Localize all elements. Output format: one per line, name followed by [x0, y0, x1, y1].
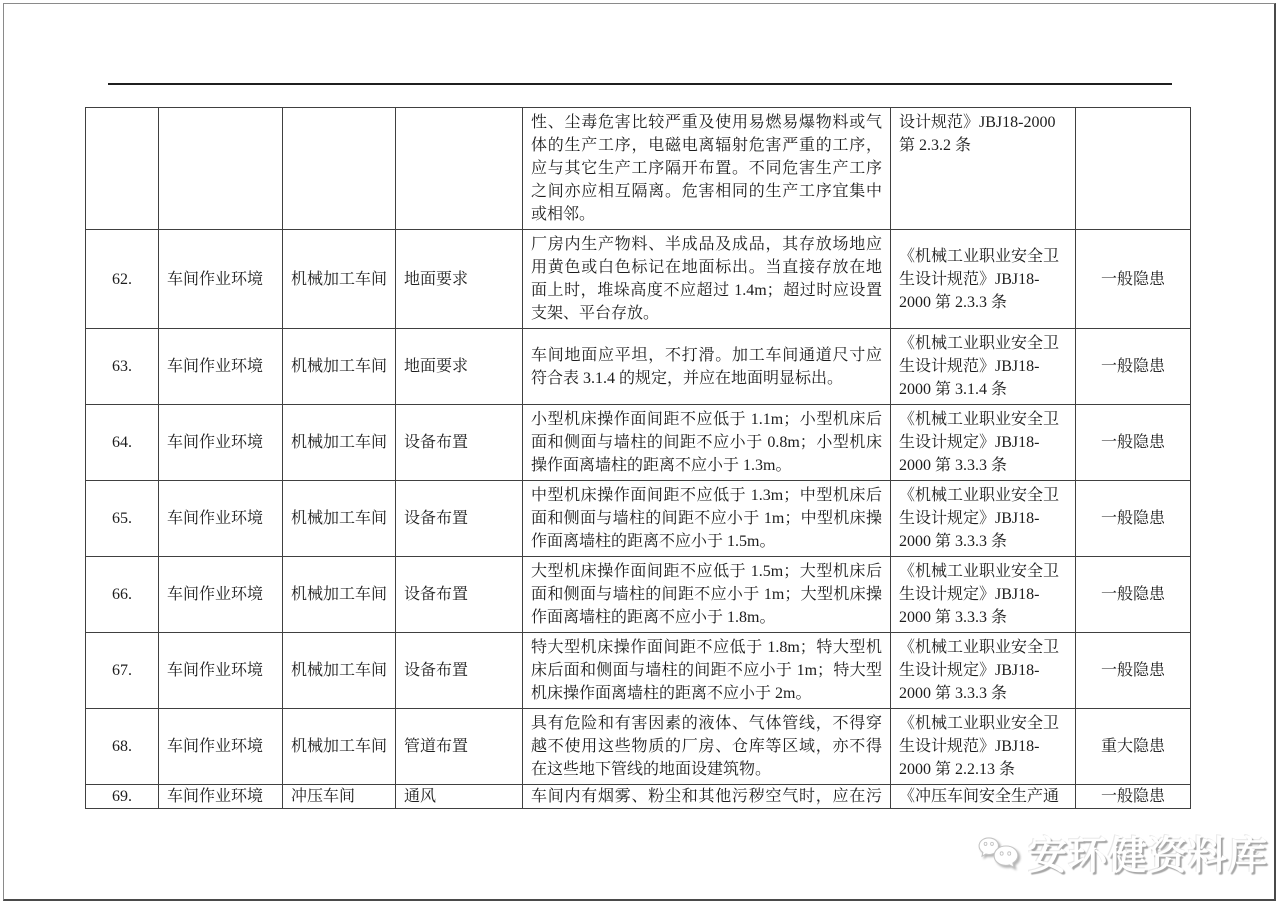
cell-reference: 设计规范》JBJ18-2000 第 2.3.2 条 [891, 108, 1076, 230]
cell-category: 车间作业环境 [159, 481, 283, 557]
cell-reference: 《机械工业职业安全卫生设计规定》JBJ18-2000 第 3.3.3 条 [891, 557, 1076, 633]
cell-description: 大型机床操作面间距不应低于 1.5m；大型机床后面和侧面与墙柱的间距不应小于 1m；大型机床操作面离墙柱的距离不应小于 1.8m。 [523, 557, 891, 633]
cell-reference: 《机械工业职业安全卫生设计规定》JBJ18-2000 第 3.3.3 条 [891, 481, 1076, 557]
hazard-checklist-table [85, 107, 1191, 809]
cell-reference: 《机械工业职业安全卫生设计规范》JBJ18-2000 第 3.1.4 条 [891, 329, 1076, 405]
cell-row-number: 67. [86, 633, 159, 709]
cell-hazard-level [1076, 108, 1191, 230]
cell-description: 车间内有烟雾、粉尘和其他污秽空气时，应在污 [523, 785, 891, 809]
cell-hazard-level: 一般隐患 [1076, 481, 1191, 557]
cell-row-number: 62. [86, 230, 159, 329]
cell-workshop [283, 108, 396, 230]
cell-check-item: 设备布置 [396, 481, 523, 557]
wechat-icon [978, 822, 1020, 884]
cell-row-number: 65. [86, 481, 159, 557]
table-row [86, 405, 1191, 481]
cell-reference: 《冲压车间安全生产通 [891, 785, 1076, 809]
cell-check-item: 设备布置 [396, 405, 523, 481]
cell-reference: 《机械工业职业安全卫生设计规范》JBJ18-2000 第 2.3.3 条 [891, 230, 1076, 329]
cell-check-item: 地面要求 [396, 329, 523, 405]
cell-check-item: 设备布置 [396, 633, 523, 709]
cell-description: 中型机床操作面间距不应低于 1.3m；中型机床后面和侧面与墙柱的间距不应小于 1m；中型机床操作面离墙柱的距离不应小于 1.5m。 [523, 481, 891, 557]
header-rule-line [108, 83, 1172, 85]
cell-workshop: 机械加工车间 [283, 633, 396, 709]
table-row [86, 230, 1191, 329]
cell-category: 车间作业环境 [159, 633, 283, 709]
cell-check-item: 管道布置 [396, 709, 523, 785]
cell-hazard-level: 一般隐患 [1076, 405, 1191, 481]
watermark-text: 安环健资料库 [1027, 835, 1268, 878]
cell-category: 车间作业环境 [159, 405, 283, 481]
table-row [86, 633, 1191, 709]
cell-hazard-level: 一般隐患 [1076, 557, 1191, 633]
cell-workshop: 机械加工车间 [283, 405, 396, 481]
cell-category: 车间作业环境 [159, 709, 283, 785]
cell-workshop: 机械加工车间 [283, 557, 396, 633]
table-row [86, 557, 1191, 633]
cell-reference: 《机械工业职业安全卫生设计规定》JBJ18-2000 第 3.3.3 条 [891, 405, 1076, 481]
cell-hazard-level: 一般隐患 [1076, 785, 1191, 809]
cell-workshop: 机械加工车间 [283, 329, 396, 405]
cell-description: 特大型机床操作面间距不应低于 1.8m；特大型机床后面和侧面与墙柱的间距不应小于 1m；特大型机床操作面离墙柱的距离不应小于 2m。 [523, 633, 891, 709]
cell-description: 性、尘毒危害比较严重及使用易燃易爆物料或气体的生产工序，电磁电离辐射危害严重的工序，应与其它生产工序隔开布置。不同危害生产工序之间亦应相互隔离。危害相同的生产工序宜集中或相邻。 [523, 108, 891, 230]
cell-row-number: 64. [86, 405, 159, 481]
cell-row-number [86, 108, 159, 230]
table-row [86, 329, 1191, 405]
cell-category: 车间作业环境 [159, 557, 283, 633]
cell-description: 车间地面应平坦，不打滑。加工车间通道尺寸应符合表 3.1.4 的规定，并应在地面明显标出。 [523, 329, 891, 405]
cell-description: 厂房内生产物料、半成品及成品，其存放场地应用黄色或白色标记在地面标出。当直接存放在地面上时，堆垛高度不应超过 1.4m；超过时应设置支架、平台存放。 [523, 230, 891, 329]
cell-row-number: 68. [86, 709, 159, 785]
cell-row-number: 69. [86, 785, 159, 809]
cell-category: 车间作业环境 [159, 785, 283, 809]
cell-row-number: 63. [86, 329, 159, 405]
cell-hazard-level: 一般隐患 [1076, 230, 1191, 329]
cell-category: 车间作业环境 [159, 230, 283, 329]
cell-hazard-level: 一般隐患 [1076, 633, 1191, 709]
cell-row-number: 66. [86, 557, 159, 633]
cell-reference: 《机械工业职业安全卫生设计规定》JBJ18-2000 第 3.3.3 条 [891, 633, 1076, 709]
cell-check-item [396, 108, 523, 230]
cell-hazard-level: 一般隐患 [1076, 329, 1191, 405]
cell-reference: 《机械工业职业安全卫生设计规范》JBJ18-2000 第 2.2.13 条 [891, 709, 1076, 785]
cell-workshop: 机械加工车间 [283, 481, 396, 557]
cell-category [159, 108, 283, 230]
cell-check-item: 设备布置 [396, 557, 523, 633]
cell-description: 具有危险和有害因素的液体、气体管线，不得穿越不使用这些物质的厂房、仓库等区域，亦不得在这些地下管线的地面设建筑物。 [523, 709, 891, 785]
watermark [978, 818, 1268, 888]
table-body [86, 108, 1191, 809]
cell-workshop: 冲压车间 [283, 785, 396, 809]
cell-hazard-level: 重大隐患 [1076, 709, 1191, 785]
cell-workshop: 机械加工车间 [283, 709, 396, 785]
cell-description: 小型机床操作面间距不应低于 1.1m；小型机床后面和侧面与墙柱的间距不应小于 0.8m；小型机床操作面离墙柱的距离不应小于 1.3m。 [523, 405, 891, 481]
table-row [86, 785, 1191, 809]
table-row [86, 709, 1191, 785]
cell-check-item: 地面要求 [396, 230, 523, 329]
table-row [86, 481, 1191, 557]
table-row [86, 108, 1191, 230]
cell-category: 车间作业环境 [159, 329, 283, 405]
cell-check-item: 通风 [396, 785, 523, 809]
cell-workshop: 机械加工车间 [283, 230, 396, 329]
